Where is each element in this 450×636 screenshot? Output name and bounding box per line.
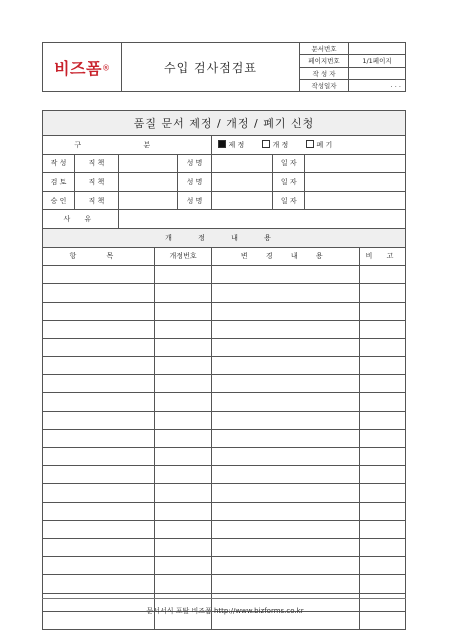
checkbox-icon[interactable]: [262, 140, 270, 148]
change-details-cell[interactable]: [212, 338, 360, 356]
option-discard-label: 폐 기: [316, 140, 333, 149]
remarks-cell[interactable]: [360, 357, 406, 375]
date-field[interactable]: [305, 173, 406, 192]
table-row: [43, 502, 406, 520]
date-label: 작성일자: [300, 79, 349, 91]
revision-section-label: 개 정 내 용: [43, 228, 406, 247]
item-cell[interactable]: [43, 448, 155, 466]
item-cell[interactable]: [43, 575, 155, 593]
name-label: 성 명: [177, 191, 212, 210]
remarks-cell[interactable]: [360, 520, 406, 538]
revision-number-cell[interactable]: [154, 429, 212, 447]
change-details-cell[interactable]: [212, 502, 360, 520]
item-cell[interactable]: [43, 284, 155, 302]
table-row: [43, 375, 406, 393]
change-details-cell[interactable]: [212, 557, 360, 575]
position-label: 직 책: [74, 154, 118, 173]
table-row: [43, 466, 406, 484]
category-options: [212, 136, 406, 155]
item-cell[interactable]: [43, 484, 155, 502]
remarks-cell[interactable]: [360, 411, 406, 429]
item-cell[interactable]: [43, 266, 155, 284]
doc-number-label: 문서번호: [300, 43, 349, 55]
author-value[interactable]: [349, 67, 406, 79]
date-label: 일 자: [273, 173, 305, 192]
revision-number-cell[interactable]: [154, 557, 212, 575]
role-label: 검 토: [43, 173, 75, 192]
change-details-cell[interactable]: [212, 302, 360, 320]
option-enact[interactable]: [218, 141, 244, 149]
date-field[interactable]: [305, 154, 406, 173]
change-details-cell[interactable]: [212, 575, 360, 593]
revision-number-cell[interactable]: [154, 375, 212, 393]
remarks-cell[interactable]: [360, 484, 406, 502]
table-row: [43, 411, 406, 429]
item-cell[interactable]: [43, 538, 155, 556]
remarks-cell[interactable]: [360, 320, 406, 338]
revision-number-cell[interactable]: [154, 484, 212, 502]
column-revision-number: 개정번호: [154, 247, 212, 266]
document-title: 수입 검사점검표: [122, 43, 300, 92]
table-row: [43, 357, 406, 375]
item-cell[interactable]: [43, 320, 155, 338]
date-label: 일 자: [273, 191, 305, 210]
remarks-cell[interactable]: [360, 393, 406, 411]
table-row: [43, 484, 406, 502]
revision-number-cell[interactable]: [154, 520, 212, 538]
revision-number-cell[interactable]: [154, 466, 212, 484]
remarks-cell[interactable]: [360, 338, 406, 356]
footer-divider: [42, 598, 406, 599]
change-details-cell[interactable]: [212, 320, 360, 338]
table-row: [43, 520, 406, 538]
item-cell[interactable]: [43, 375, 155, 393]
position-field[interactable]: [118, 173, 177, 192]
change-details-cell[interactable]: [212, 375, 360, 393]
revision-number-cell[interactable]: [154, 575, 212, 593]
registered-mark: ®: [101, 63, 110, 73]
remarks-cell[interactable]: [360, 429, 406, 447]
remarks-cell[interactable]: [360, 302, 406, 320]
date-value[interactable]: . . .: [349, 79, 406, 91]
category-label: 구 분: [43, 136, 212, 155]
position-field[interactable]: [118, 154, 177, 173]
item-cell[interactable]: [43, 302, 155, 320]
role-label: 작 성: [43, 154, 75, 173]
remarks-cell[interactable]: [360, 575, 406, 593]
table-row: [43, 266, 406, 284]
revision-number-cell[interactable]: [154, 393, 212, 411]
column-remarks: 비 고: [360, 247, 406, 266]
request-form: [42, 110, 406, 630]
name-label: 성 명: [177, 173, 212, 192]
revision-number-cell[interactable]: [154, 284, 212, 302]
page-number-label: 페이지번호: [300, 55, 349, 67]
table-row: [43, 302, 406, 320]
item-cell[interactable]: [43, 557, 155, 575]
date-field[interactable]: [305, 191, 406, 210]
table-row: [43, 575, 406, 593]
position-label: 직 책: [74, 173, 118, 192]
revision-number-cell[interactable]: [154, 448, 212, 466]
change-details-cell[interactable]: [212, 357, 360, 375]
remarks-cell[interactable]: [360, 266, 406, 284]
item-cell[interactable]: [43, 393, 155, 411]
item-cell[interactable]: [43, 411, 155, 429]
table-row: [43, 393, 406, 411]
table-row: [43, 284, 406, 302]
change-details-cell[interactable]: [212, 466, 360, 484]
position-label: 직 책: [74, 191, 118, 210]
revision-number-cell[interactable]: [154, 538, 212, 556]
page-number-value[interactable]: 1/1페이지: [349, 55, 406, 67]
logo: [43, 43, 122, 92]
name-field[interactable]: [212, 191, 273, 210]
revision-number-cell[interactable]: [154, 302, 212, 320]
checkbox-icon[interactable]: [306, 140, 314, 148]
item-cell[interactable]: [43, 466, 155, 484]
role-label: 승 인: [43, 191, 75, 210]
revision-number-cell[interactable]: [154, 338, 212, 356]
name-field[interactable]: [212, 154, 273, 173]
revision-number-cell[interactable]: [154, 411, 212, 429]
item-cell[interactable]: [43, 429, 155, 447]
document-header: [42, 42, 406, 92]
checkbox-checked-icon[interactable]: [218, 140, 226, 148]
column-change-details: 변 경 내 용: [212, 247, 360, 266]
revision-number-cell[interactable]: [154, 266, 212, 284]
option-revise[interactable]: [262, 141, 288, 149]
option-revise-label: 개 정: [272, 140, 289, 149]
item-cell[interactable]: [43, 338, 155, 356]
table-row: [43, 557, 406, 575]
form-title: 품질 문서 제정 / 개정 / 폐기 신청: [43, 111, 406, 136]
change-details-cell[interactable]: [212, 448, 360, 466]
remarks-cell[interactable]: [360, 284, 406, 302]
remarks-cell[interactable]: [360, 375, 406, 393]
footer-text: 문서서식 포탈 비즈폼 http://www.bizforms.co.kr: [146, 607, 304, 615]
doc-number-value[interactable]: [349, 43, 406, 55]
reason-field[interactable]: [118, 210, 405, 229]
change-details-cell[interactable]: [212, 393, 360, 411]
revision-number-cell[interactable]: [154, 502, 212, 520]
revision-number-cell[interactable]: [154, 320, 212, 338]
revision-number-cell[interactable]: [154, 357, 212, 375]
logo-text: 비즈폼: [54, 58, 102, 78]
remarks-cell[interactable]: [360, 557, 406, 575]
change-details-cell[interactable]: [212, 266, 360, 284]
item-cell[interactable]: [43, 357, 155, 375]
remarks-cell[interactable]: [360, 538, 406, 556]
name-field[interactable]: [212, 173, 273, 192]
date-label: 일 자: [273, 154, 305, 173]
table-row: [43, 538, 406, 556]
change-details-cell[interactable]: [212, 484, 360, 502]
name-label: 성 명: [177, 154, 212, 173]
change-details-cell[interactable]: [212, 429, 360, 447]
table-row: [43, 320, 406, 338]
change-details-cell[interactable]: [212, 284, 360, 302]
remarks-cell[interactable]: [360, 502, 406, 520]
reason-label: 사 유: [43, 210, 119, 229]
column-item: 항 목: [43, 247, 155, 266]
option-enact-label: 제 정: [228, 140, 245, 149]
author-label: 작 성 자: [300, 67, 349, 79]
remarks-cell[interactable]: [360, 448, 406, 466]
table-row: [43, 429, 406, 447]
table-row: [43, 338, 406, 356]
item-cell[interactable]: [43, 520, 155, 538]
remarks-cell[interactable]: [360, 466, 406, 484]
table-row: [43, 448, 406, 466]
option-discard[interactable]: [306, 141, 332, 149]
position-field[interactable]: [118, 191, 177, 210]
change-details-cell[interactable]: [212, 538, 360, 556]
change-details-cell[interactable]: [212, 411, 360, 429]
item-cell[interactable]: [43, 502, 155, 520]
change-details-cell[interactable]: [212, 520, 360, 538]
